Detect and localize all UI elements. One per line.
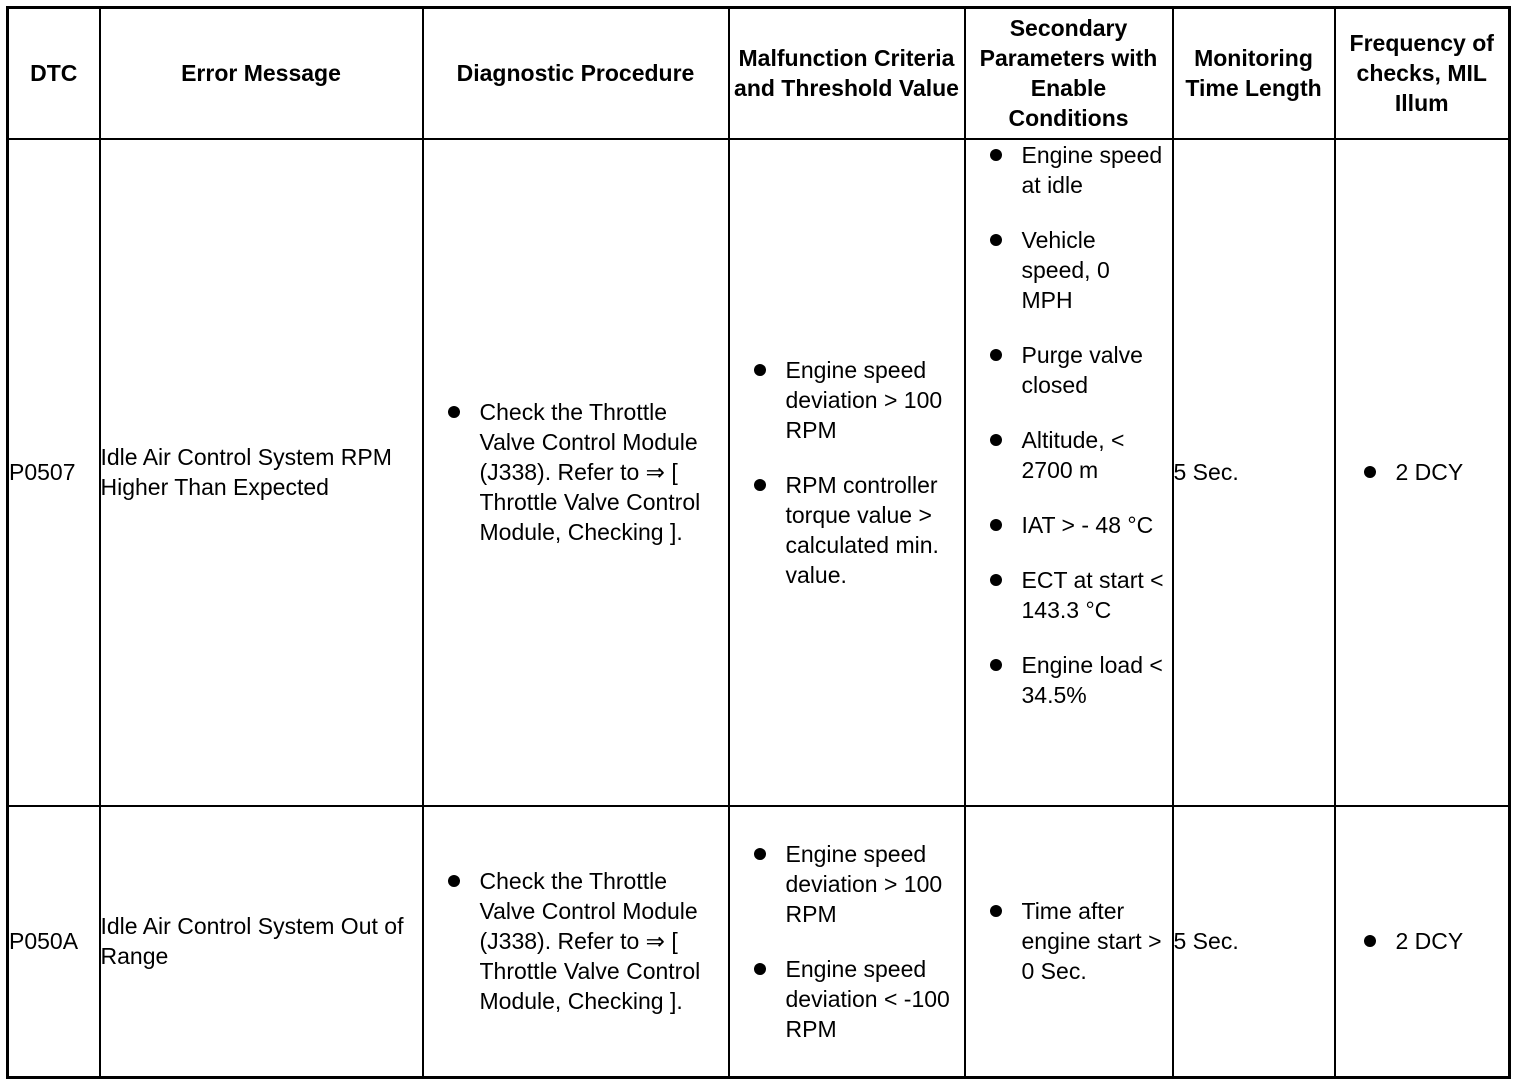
list-item: Check the Throttle Valve Control Module (J338). Refer to ⇒ [ Throttle Valve Control Module, Checking ]. [444, 866, 722, 1016]
procedure-list [424, 397, 728, 547]
secondary-parameters [965, 806, 1173, 1078]
monitoring-time: 5 Sec. [1173, 806, 1335, 1078]
header-frequency: Frequency of checks, MIL Illum [1335, 8, 1510, 139]
dtc-code: P050A [8, 806, 100, 1078]
procedure-list [424, 866, 728, 1016]
secondary-parameters [965, 139, 1173, 806]
list-item: Altitude, < 2700 m [986, 425, 1166, 485]
list-item: Purge valve closed [986, 340, 1166, 400]
header-malfunction-criteria: Malfunction Criteria and Threshold Value [729, 8, 965, 139]
list-item: RPM controller torque value > calculated min. value. [750, 470, 958, 590]
header-monitoring-time: Monitoring Time Length [1173, 8, 1335, 139]
header-secondary-parameters: Secondary Parameters with Enable Conditions [965, 8, 1173, 139]
header-diagnostic-procedure: Diagnostic Procedure [423, 8, 729, 139]
parameters-list [966, 896, 1172, 986]
list-item: 2 DCY [1360, 457, 1503, 487]
list-item: Engine load < 34.5% [986, 650, 1166, 710]
criteria-list [730, 839, 964, 1044]
malfunction-criteria [729, 139, 965, 806]
frequency-list [1336, 926, 1509, 956]
error-message: Idle Air Control System Out of Range [100, 806, 423, 1078]
diagnostic-procedure [423, 806, 729, 1078]
criteria-list [730, 355, 964, 590]
list-item: Vehicle speed, 0 MPH [986, 225, 1166, 315]
diagnostic-procedure [423, 139, 729, 806]
list-item: Check the Throttle Valve Control Module (J338). Refer to ⇒ [ Throttle Valve Control Module, Checking ]. [444, 397, 722, 547]
header-dtc: DTC [8, 8, 100, 139]
list-item: Engine speed deviation > 100 RPM [750, 355, 958, 445]
list-item: Engine speed at idle [986, 140, 1166, 200]
table-row [8, 139, 1510, 806]
list-item: Engine speed deviation > 100 RPM [750, 839, 958, 929]
list-item: Engine speed deviation < -100 RPM [750, 954, 958, 1044]
dtc-code: P0507 [8, 139, 100, 806]
header-row [8, 8, 1510, 139]
frequency [1335, 139, 1510, 806]
frequency [1335, 806, 1510, 1078]
table-row [8, 806, 1510, 1078]
monitoring-time: 5 Sec. [1173, 139, 1335, 806]
list-item: 2 DCY [1360, 926, 1503, 956]
error-message: Idle Air Control System RPM Higher Than Expected [100, 139, 423, 806]
list-item: Time after engine start > 0 Sec. [986, 896, 1166, 986]
list-item: IAT > - 48 °C [986, 510, 1166, 540]
parameters-list [966, 140, 1172, 710]
frequency-list [1336, 457, 1509, 487]
header-error-message: Error Message [100, 8, 423, 139]
list-item: ECT at start < 143.3 °C [986, 565, 1166, 625]
dtc-table [6, 6, 1511, 1079]
malfunction-criteria [729, 806, 965, 1078]
